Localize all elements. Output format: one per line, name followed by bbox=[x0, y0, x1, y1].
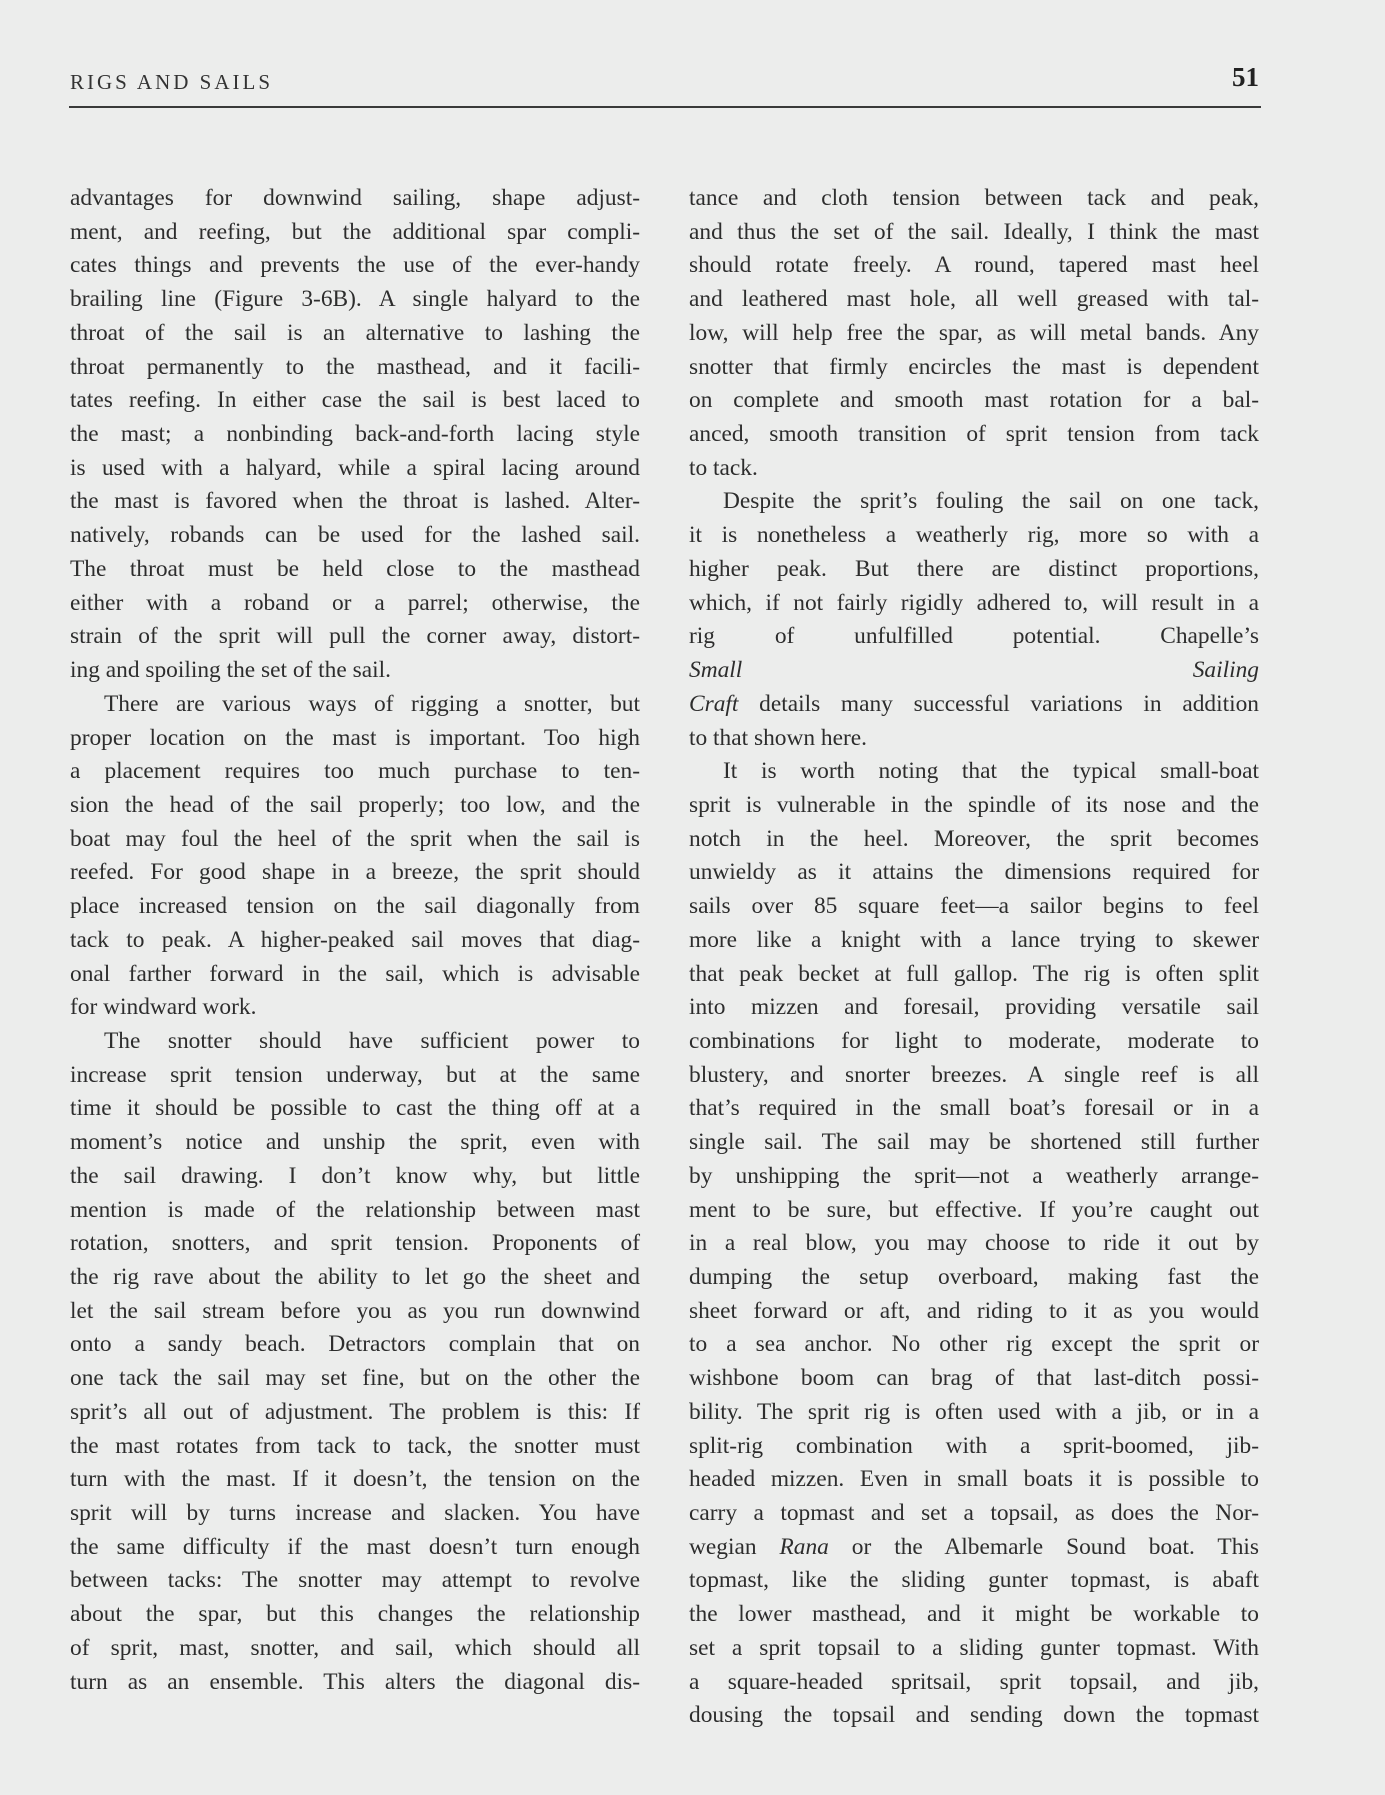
text-line: should rotate freely. A round, tapered mast heel bbox=[689, 252, 1259, 279]
text-line: moment’s notice and unship the sprit, even with bbox=[70, 1129, 640, 1156]
text-line: brailing line (Figure 3-6B). A single halyard to the bbox=[70, 286, 640, 313]
text-line: The throat must be held close to the masthead bbox=[70, 555, 640, 582]
text-line: dousing the topsail and sending down the topmast bbox=[689, 1702, 1259, 1729]
text-line: rig of unfulfilled potential. Chapelle’s bbox=[689, 623, 1259, 650]
text-line: snotter that firmly encircles the mast is dependent bbox=[689, 353, 1259, 380]
text-line: Despite the sprit’s fouling the sail on one tack, bbox=[723, 488, 1259, 515]
text-line: a placement requires too much purchase to ten- bbox=[70, 758, 640, 785]
text-line: turn as an ensemble. This alters the diagonal dis- bbox=[70, 1668, 640, 1695]
text-line: into mizzen and foresail, providing versatile sail bbox=[689, 994, 1259, 1021]
text-line: time it should be possible to cast the thing off at a bbox=[70, 1095, 640, 1122]
text-line: the mast is favored when the throat is lashed. Alter- bbox=[70, 488, 640, 515]
text-line: There are various ways of rigging a snotter, but bbox=[104, 690, 640, 717]
text-line: and leathered mast hole, all well greased with tal- bbox=[689, 286, 1259, 313]
book-title-small-sailing: Small Sailing bbox=[689, 657, 1259, 684]
text-line: onto a sandy beach. Detractors complain that on bbox=[70, 1331, 640, 1358]
text-line: to that shown here. bbox=[689, 724, 867, 751]
text-line: notch in the heel. Moreover, the sprit becomes bbox=[689, 825, 1259, 852]
text-line: it is nonetheless a weatherly rig, more so with a bbox=[689, 522, 1259, 549]
text-line: The snotter should have sufficient power to bbox=[104, 1027, 640, 1054]
text-line: ing and spoiling the set of the sail. bbox=[70, 657, 391, 684]
text-line: in a real blow, you may choose to ride it out by bbox=[689, 1230, 1259, 1257]
running-head: RIGS AND SAILS bbox=[70, 70, 274, 94]
text-line: that peak becket at full gallop. The rig is often split bbox=[689, 960, 1259, 987]
right-column bbox=[689, 182, 1259, 1733]
text-line: tack to peak. A higher-peaked sail moves that diag- bbox=[70, 926, 640, 953]
text-line: about the spar, but this changes the relationship bbox=[70, 1601, 640, 1628]
book-title-craft: Craft bbox=[689, 690, 739, 717]
text-line: ment, and reefing, but the additional spar compli- bbox=[70, 218, 640, 245]
text-line: boat may foul the heel of the sprit when the sail is bbox=[70, 825, 640, 852]
text-line: for windward work. bbox=[70, 994, 257, 1021]
text-span: or the Albemarle Sound boat. This bbox=[828, 1533, 1259, 1560]
text-line: bility. The sprit rig is often used with a jib, or in a bbox=[689, 1398, 1259, 1425]
text-line: set a sprit topsail to a sliding gunter topmast. With bbox=[689, 1634, 1259, 1661]
text-line: between tacks: The snotter may attempt to revolve bbox=[70, 1567, 640, 1594]
text-line: turn with the mast. If it doesn’t, the tension on the bbox=[70, 1466, 640, 1493]
text-line: the same difficulty if the mast doesn’t turn enough bbox=[70, 1533, 640, 1560]
text-line: combinations for light to moderate, moderate to bbox=[689, 1027, 1259, 1054]
page-header bbox=[69, 64, 1261, 108]
text-line: to a sea anchor. No other rig except the sprit or bbox=[689, 1331, 1259, 1358]
text-line: single sail. The sail may be shortened still further bbox=[689, 1129, 1259, 1156]
text-line: place increased tension on the sail diagonally from bbox=[70, 893, 640, 920]
text-line: a square-headed spritsail, sprit topsail, and jib, bbox=[689, 1668, 1259, 1695]
text-line: headed mizzen. Even in small boats it is possible to bbox=[689, 1466, 1259, 1493]
text-line: sails over 85 square feet—a sailor begins to feel bbox=[689, 893, 1259, 920]
text-line: on complete and smooth mast rotation for a bal- bbox=[689, 387, 1259, 414]
text-line: is used with a halyard, while a spiral lacing around bbox=[70, 454, 640, 481]
text-line: let the sail stream before you as you run downwind bbox=[70, 1297, 640, 1324]
text-line: reefed. For good shape in a breeze, the sprit should bbox=[70, 859, 640, 886]
text-line: that’s required in the small boat’s foresail or in a bbox=[689, 1095, 1259, 1122]
right-column-part-b bbox=[689, 722, 1259, 1531]
text-line: throat of the sail is an alternative to lashing the bbox=[70, 319, 640, 346]
text-line: ment to be sure, but effective. If you’re caught out bbox=[689, 1196, 1259, 1223]
boat-name-rana: Rana bbox=[779, 1533, 829, 1560]
text-line: It is worth noting that the typical small-boat bbox=[723, 758, 1259, 785]
text-line: the rig rave about the ability to let go the sheet and bbox=[70, 1264, 640, 1290]
text-line: strain of the sprit will pull the corner away, distort- bbox=[70, 623, 640, 650]
right-column-part-c bbox=[689, 1564, 1259, 1733]
text-line: proper location on the mast is important. Too high bbox=[70, 724, 640, 751]
text-line: rotation, snotters, and sprit tension. Proponents of bbox=[70, 1230, 640, 1257]
text-line: the mast; a nonbinding back-and-forth lacing style bbox=[70, 421, 640, 448]
right-column-part-a bbox=[689, 182, 1259, 654]
text-line: mention is made of the relationship between mast bbox=[70, 1196, 640, 1223]
text-line: low, will help free the spar, as will metal bands. Any bbox=[689, 319, 1259, 346]
text-line: sprit’s all out of adjustment. The problem is this: If bbox=[70, 1398, 640, 1425]
text-line: sion the head of the sail properly; too low, and the bbox=[70, 791, 640, 818]
text-line: blustery, and snorter breezes. A single reef is all bbox=[689, 1061, 1259, 1088]
text-line bbox=[689, 654, 1259, 688]
text-line: the lower masthead, and it might be workable to bbox=[689, 1601, 1259, 1628]
text-span: details many successful variations in addition bbox=[738, 690, 1259, 717]
text-line: increase sprit tension underway, but at the same bbox=[70, 1061, 640, 1088]
text-line: the sail drawing. I don’t know why, but little bbox=[70, 1162, 640, 1189]
left-column bbox=[70, 182, 640, 1699]
text-line: sheet forward or aft, and riding to it as you would bbox=[689, 1297, 1259, 1324]
text-line: carry a topmast and set a topsail, as does the Nor- bbox=[689, 1500, 1259, 1527]
text-span: wegian bbox=[689, 1533, 780, 1560]
text-line: the mast rotates from tack to tack, the snotter must bbox=[70, 1432, 640, 1459]
text-line: split-rig combination with a sprit-boomed, jib- bbox=[689, 1432, 1259, 1459]
text-line: and thus the set of the sail. Ideally, I think the mast bbox=[689, 218, 1259, 245]
text-line: tates reefing. In either case the sail is best laced to bbox=[70, 387, 640, 414]
text-line: of sprit, mast, snotter, and sail, which should all bbox=[70, 1634, 640, 1661]
page-number: 51 bbox=[1232, 62, 1259, 92]
text-line: throat permanently to the masthead, and it facili- bbox=[70, 353, 640, 380]
text-line bbox=[689, 688, 1259, 722]
text-line: advantages for downwind sailing, shape adjust- bbox=[70, 185, 640, 211]
text-line: by unshipping the sprit—not a weatherly arrange- bbox=[689, 1162, 1259, 1189]
text-line: onal farther forward in the sail, which is advisable bbox=[70, 960, 640, 987]
text-line: higher peak. But there are distinct proportions, bbox=[689, 555, 1259, 582]
text-line: cates things and prevents the use of the ever-handy bbox=[70, 252, 640, 279]
text-line: either with a roband or a parrel; otherwise, the bbox=[70, 589, 640, 616]
text-line: to tack. bbox=[689, 454, 758, 481]
text-line: anced, smooth transition of sprit tension from tack bbox=[689, 421, 1259, 448]
text-line: wishbone boom can brag of that last-ditch possi- bbox=[689, 1365, 1259, 1392]
text-line: topmast, like the sliding gunter topmast, is abaft bbox=[689, 1567, 1259, 1594]
text-line: one tack the sail may set fine, but on the other the bbox=[70, 1365, 640, 1392]
text-line: sprit is vulnerable in the spindle of its nose and the bbox=[689, 791, 1259, 818]
text-line: which, if not fairly rigidly adhered to, will result in a bbox=[689, 589, 1259, 616]
text-line: dumping the setup overboard, making fast the bbox=[689, 1264, 1259, 1290]
text-line: more like a knight with a lance trying to skewer bbox=[689, 926, 1259, 953]
text-line: natively, robands can be used for the lashed sail. bbox=[70, 522, 640, 549]
text-line: unwieldy as it attains the dimensions required for bbox=[689, 859, 1259, 886]
text-line: sprit will by turns increase and slacken. You have bbox=[70, 1500, 640, 1527]
text-line: tance and cloth tension between tack and peak, bbox=[689, 185, 1259, 211]
text-line bbox=[689, 1531, 1259, 1565]
